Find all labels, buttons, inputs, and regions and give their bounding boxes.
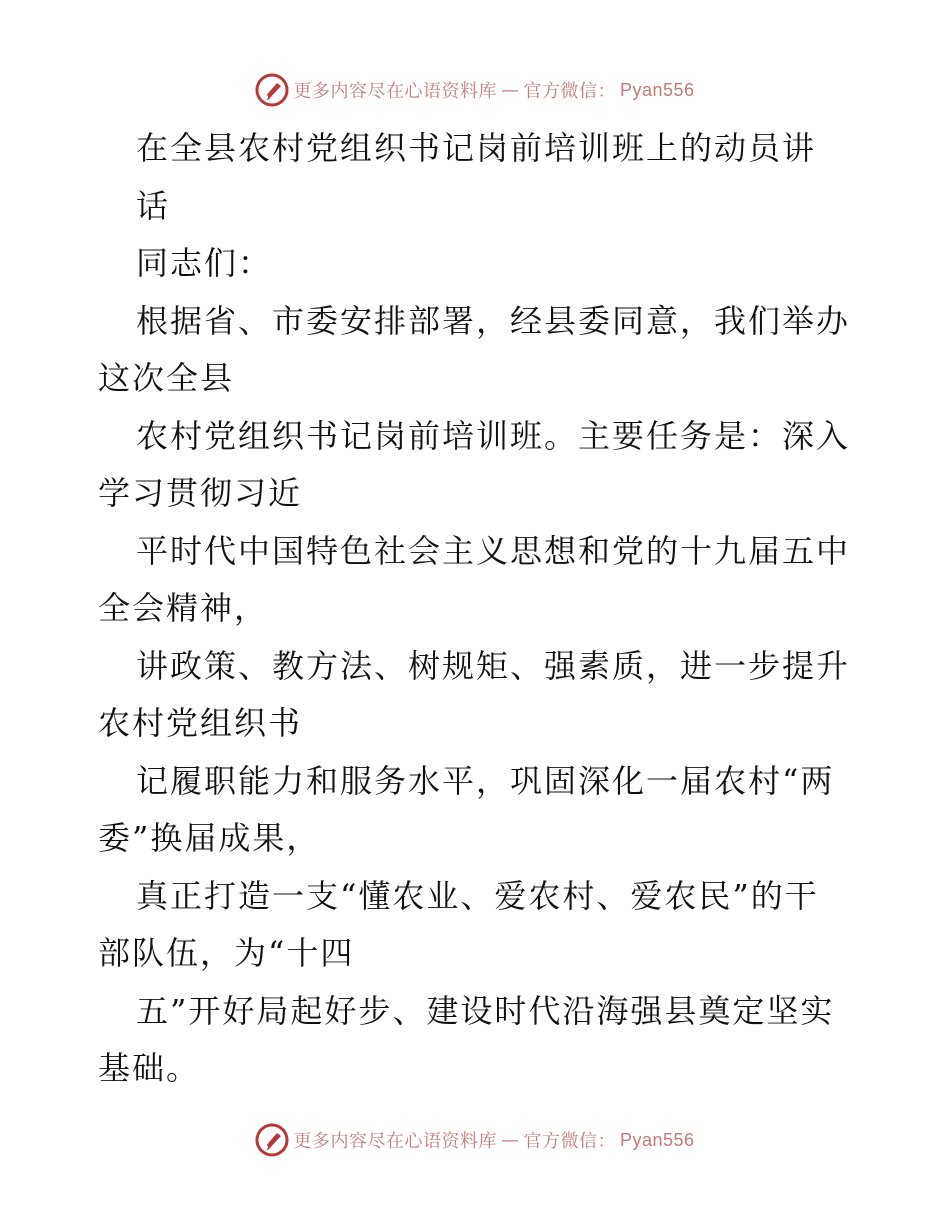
watermark-separator: — [500, 79, 520, 101]
document-line: 同志们： [136, 244, 273, 282]
document-line: 话 [136, 186, 171, 225]
watermark-wechat-label: 官方微信： [523, 1131, 616, 1152]
watermark-wechat-label: 官方微信： [523, 81, 616, 102]
document-line: 全会精神， [98, 589, 269, 627]
document-line: 记履职能力和服务水平，巩固深化一届农村“两 [136, 761, 835, 800]
watermark-wechat-handle: Pyan556 [619, 1129, 695, 1150]
pen-nib-logo-icon [255, 1123, 289, 1157]
footer-watermark [0, 1120, 950, 1160]
document-line: 根据省、市委安排部署，经县委同意，我们举办 [136, 301, 851, 340]
document-line: 五”开好局起好步、建设时代沿海强县奠定坚实 [136, 991, 835, 1030]
watermark-site-text: 更多内容尽在心语资料库 [293, 1131, 497, 1152]
document-line: 讲政策、教方法、树规矩、强素质，进一步提升 [136, 646, 851, 685]
document-line: 委”换届成果， [98, 819, 321, 857]
pen-nib-logo-icon [255, 73, 289, 107]
document-line: 基础。 [98, 1049, 201, 1087]
document-line: 学习贯彻习近 [98, 474, 303, 512]
document-line: 部队伍，为“十四 [98, 934, 355, 972]
document-body [98, 120, 858, 1098]
watermark-separator: — [500, 1129, 520, 1151]
document-line: 农村党组织书记岗前培训班。主要任务是：深入 [136, 416, 851, 455]
document-line: 这次全县 [98, 359, 235, 397]
watermark-wechat-handle: Pyan556 [619, 79, 695, 100]
document-line: 在全县农村党组织书记岗前培训班上的动员讲 [136, 129, 817, 167]
document-line: 真正打造一支“懂农业、爱农村、爱农民”的干 [136, 876, 819, 915]
document-line: 农村党组织书 [98, 704, 303, 742]
document-line: 平时代中国特色社会主义思想和党的十九届五中 [136, 531, 851, 570]
header-watermark [0, 70, 950, 110]
watermark-site-text: 更多内容尽在心语资料库 [293, 81, 497, 102]
